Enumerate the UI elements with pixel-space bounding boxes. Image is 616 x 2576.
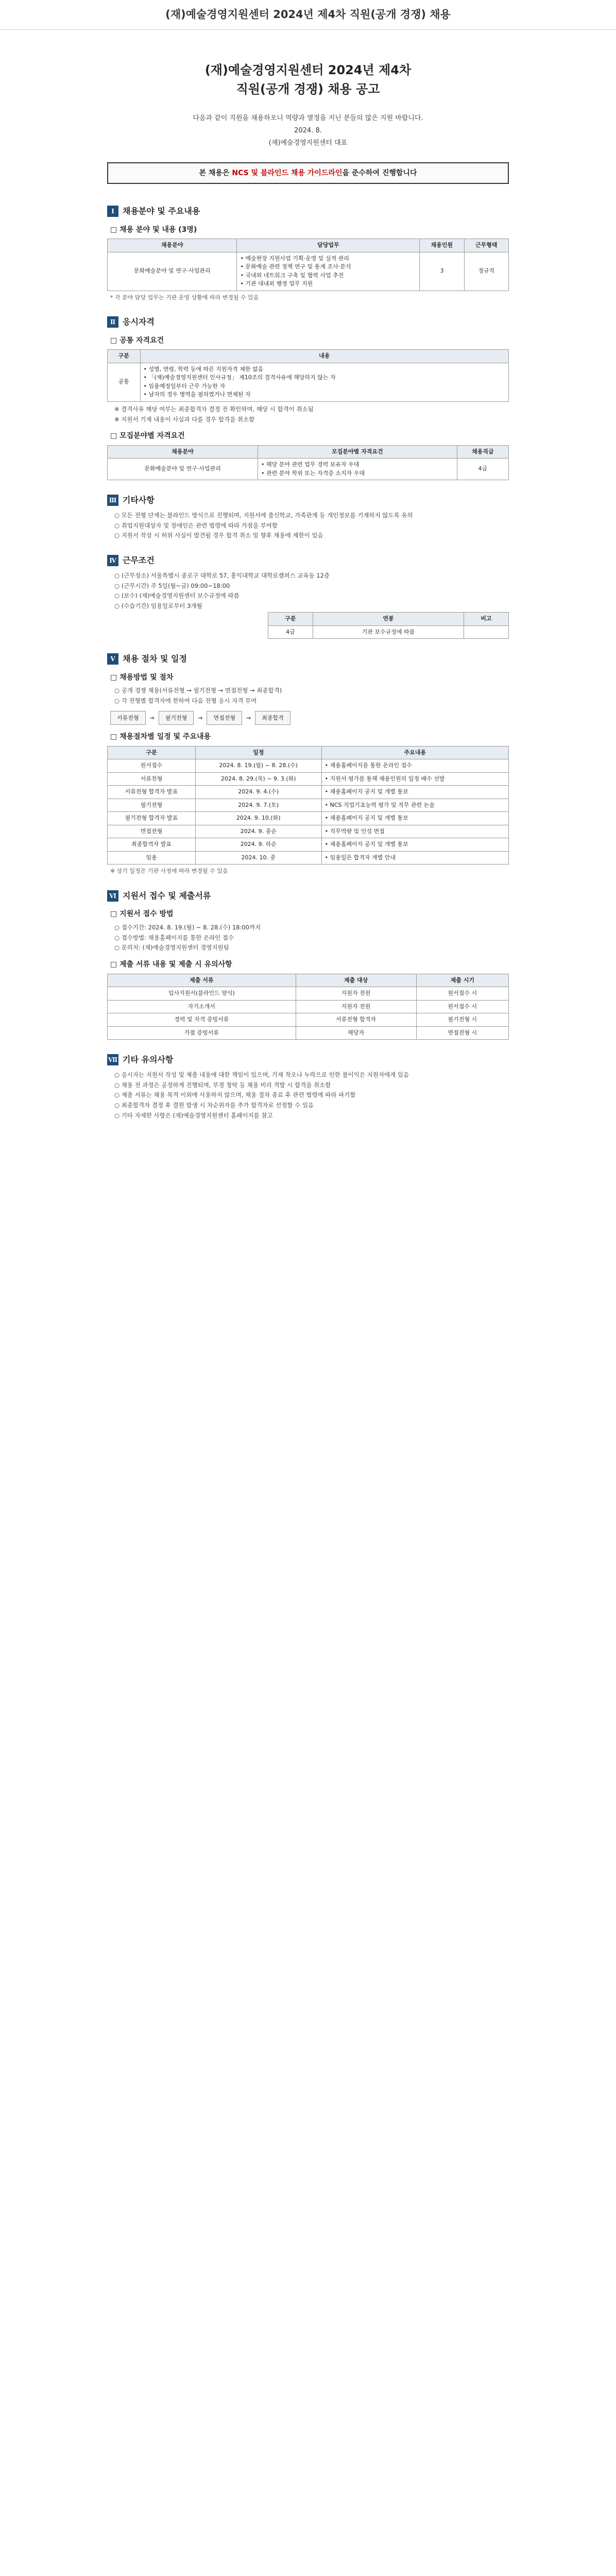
table-row xyxy=(108,786,509,799)
title-line-1: (재)예술경영지원센터 2024년 제4차 xyxy=(204,63,412,77)
table-cell: • 예술현장 지원사업 기획·운영 및 실적 관리 • 문화예술 관련 정책 연구 및 통계 조사·분석 • 국내외 네트워크 구축 및 협력 사업 추진 • 기관 대내외 행정 업무 지원 xyxy=(237,252,420,291)
section-title: 기타 유의사항 xyxy=(123,1055,174,1065)
column-header: 제출 시기 xyxy=(416,974,508,987)
section-heading xyxy=(107,1053,509,1066)
table-cell: • 해당 분야 관련 업무 경력 보유자 우대 • 관련 분야 학위 또는 자격증 소지자 우대 xyxy=(258,459,457,480)
documents-table xyxy=(107,974,509,1040)
list-item: ○ 문의처: (재)예술경영지원센터 경영지원팀 xyxy=(114,944,229,952)
notice-suffix: 을 준수하여 진행합니다 xyxy=(342,168,417,177)
list-item: ○ 접수기간: 2024. 8. 19.(월) ~ 8. 28.(수) 18:00까지 xyxy=(114,923,261,931)
table-cell: 서류전형 합격자 xyxy=(296,1013,416,1027)
application-list xyxy=(114,923,509,953)
section-number: Ⅲ xyxy=(107,495,118,506)
schedule-note: ※ 상기 일정은 기관 사정에 따라 변경될 수 있음 xyxy=(110,868,228,875)
table-header-row xyxy=(108,445,509,459)
list-item: ○ 접수방법: 채용홈페이지를 통한 온라인 접수 xyxy=(114,934,234,941)
table-cell: 3 xyxy=(420,252,464,291)
procedure-step: 필기전형 xyxy=(159,711,194,725)
column-header: 내용 xyxy=(140,350,509,363)
table-row xyxy=(108,838,509,852)
table-cell: • 채용홈페이지 공지 및 개별 통보 xyxy=(321,838,508,852)
table-cell: 자기소개서 xyxy=(108,1000,296,1013)
table-cell: 4급 xyxy=(457,459,508,480)
table-header-row xyxy=(108,746,509,759)
column-header: 제출 대상 xyxy=(296,974,416,987)
table-header-row xyxy=(268,613,509,626)
column-header: 구분 xyxy=(108,746,196,759)
field-qualification-table xyxy=(107,445,509,481)
table-cell: 4급 xyxy=(268,625,313,639)
table-cell: 필기전형 xyxy=(108,799,196,812)
salary-table xyxy=(268,612,509,639)
notice-prefix: 본 채용은 xyxy=(199,168,232,177)
column-header: 채용분야 xyxy=(108,239,237,252)
table-cell: • 지원서 평가를 통해 채용인원의 일정 배수 선발 xyxy=(321,772,508,786)
intro xyxy=(107,113,509,148)
column-header: 제출 서류 xyxy=(108,974,296,987)
column-header: 채용분야 xyxy=(108,445,258,459)
section-heading xyxy=(107,889,509,903)
table-cell: • 직무역량 및 인성 면접 xyxy=(321,825,508,838)
table-row xyxy=(108,1000,509,1013)
column-header: 모집분야별 자격요건 xyxy=(258,445,457,459)
section-recruitment xyxy=(107,205,509,302)
column-header: 구분 xyxy=(108,350,141,363)
list-item: ○ (근무시간) 주 5일(월~금) 09:00~18:00 xyxy=(114,582,230,589)
table-cell: 지원자 전원 xyxy=(296,987,416,1001)
common-qualification-notes xyxy=(114,405,509,425)
table-cell: 지원자 전원 xyxy=(296,1000,416,1013)
table-row xyxy=(108,987,509,1001)
section-number: Ⅶ xyxy=(107,1054,118,1065)
arrow-right-icon: → xyxy=(149,714,155,721)
section-eligibility xyxy=(107,315,509,480)
list-item: ○ (수습기간) 임용일로부터 3개월 xyxy=(114,602,202,610)
section-heading xyxy=(107,315,509,329)
table-cell: 2024. 8. 29.(목) ~ 9. 3.(화) xyxy=(195,772,321,786)
table-cell: 정규직 xyxy=(464,252,508,291)
section-number: Ⅳ xyxy=(107,555,118,566)
section-number: Ⅰ xyxy=(107,206,118,217)
list-item: ○ 응시자는 지원서 작성 및 제출 내용에 대한 책임이 있으며, 기재 착오나 누락으로 인한 불이익은 지원자에게 있음 xyxy=(114,1071,409,1078)
table-row xyxy=(108,851,509,865)
table-cell: 필기전형 시 xyxy=(416,1013,508,1027)
table-cell: • 성별, 연령, 학력 등에 따른 지원자격 제한 없음 • 「(재)예술경영지원센터 인사규정」 제10조의 결격사유에 해당하지 않는 자 • 임용예정일부터 근무 가능한 자 • 남자의 경우 병역을 필하였거나 면제된 자 xyxy=(140,363,509,401)
sub-heading: □ 채용방법 및 절차 xyxy=(110,673,174,682)
arrow-right-icon: → xyxy=(198,714,203,721)
list-item: ○ 공개 경쟁 채용(서류전형 → 필기전형 → 면접전형 → 최종합격) xyxy=(114,687,282,694)
table-cell: 2024. 9. 7.(토) xyxy=(195,799,321,812)
column-header: 채용인원 xyxy=(420,239,464,252)
table-row xyxy=(108,825,509,838)
table-cell: 서류전형 xyxy=(108,772,196,786)
section-etc xyxy=(107,494,509,540)
table-cell: 입사지원서(블라인드 양식) xyxy=(108,987,296,1001)
section-title: 근무조건 xyxy=(123,555,155,566)
table-cell: • NCS 직업기초능력 평가 및 직무 관련 논술 xyxy=(321,799,508,812)
table-cell: • 채용홈페이지를 통한 온라인 접수 xyxy=(321,759,508,773)
sub-heading: □ 채용절차별 일정 및 주요내용 xyxy=(110,733,211,741)
list-item: ○ 제출 서류는 채용 목적 이외에 사용하지 않으며, 채용 절차 종료 후 관련 법령에 따라 파기함 xyxy=(114,1091,356,1099)
column-header: 일정 xyxy=(195,746,321,759)
table-cell: 2024. 8. 19.(월) ~ 8. 28.(수) xyxy=(195,759,321,773)
section-number: Ⅴ xyxy=(107,653,118,665)
table-row xyxy=(108,459,509,480)
sub-heading: □ 채용 분야 및 내용 (3명) xyxy=(110,225,197,234)
announcement-title xyxy=(107,61,509,99)
table-cell: 원서접수 시 xyxy=(416,1000,508,1013)
table-cell: 서류전형 합격자 발표 xyxy=(108,786,196,799)
section-cautions xyxy=(107,1053,509,1121)
announcement-body xyxy=(107,61,509,1194)
section-heading xyxy=(107,652,509,666)
section-application xyxy=(107,889,509,1040)
column-header: 연봉 xyxy=(313,613,464,626)
etc-list xyxy=(114,511,509,540)
list-item: ○ (근무장소) 서울특별시 종로구 대학로 57, 홍익대학교 대학로캠퍼스 교육동 12층 xyxy=(114,571,330,579)
table-row xyxy=(108,759,509,773)
section-number: Ⅵ xyxy=(107,890,118,902)
list-item: ○ 지원서 작성 시 허위 사실이 발견될 경우 합격 취소 및 향후 채용에 제한이 있음 xyxy=(114,532,323,539)
table-cell: 가점 증빙서류 xyxy=(108,1026,296,1040)
arrow-right-icon: → xyxy=(246,714,251,721)
table-row xyxy=(108,772,509,786)
section-work-conditions xyxy=(107,554,509,639)
section-procedure xyxy=(107,652,509,876)
table-cell: 필기전형 합격자 발표 xyxy=(108,812,196,825)
list-item: ○ 채용 전 과정은 공정하게 진행되며, 부정 청탁 등 채용 비리 적발 시 합격을 취소함 xyxy=(114,1081,331,1089)
sub-heading: □ 공통 자격요건 xyxy=(110,336,164,345)
section-title: 채용분야 및 주요내용 xyxy=(123,206,200,216)
table-row xyxy=(268,625,509,639)
table-row xyxy=(108,812,509,825)
column-header: 근무형태 xyxy=(464,239,508,252)
table-cell: • 채용홈페이지 공지 및 개별 통보 xyxy=(321,812,508,825)
table-cell xyxy=(464,625,509,639)
sub-heading: □ 지원서 접수 방법 xyxy=(110,910,174,919)
table-cell: 2024. 9. 10.(화) xyxy=(195,812,321,825)
list-item: ○ 기타 자세한 사항은 (재)예술경영지원센터 홈페이지를 참고 xyxy=(114,1111,273,1119)
column-header: 채용직급 xyxy=(457,445,508,459)
list-item: ○ (보수) (재)예술경영지원센터 보수규정에 따름 xyxy=(114,592,239,600)
table-row xyxy=(108,1026,509,1040)
procedure-list xyxy=(114,686,509,706)
announcement-issuer: (재)예술경영지원센터 대표 xyxy=(268,139,348,147)
list-item: ○ 각 전형별 합격자에 한하여 다음 전형 응시 자격 부여 xyxy=(114,697,257,704)
announcement-date: 2024. 8. xyxy=(294,127,322,135)
section-number: Ⅱ xyxy=(107,316,118,328)
table-cell: 원서접수 시 xyxy=(416,987,508,1001)
table-note: * 각 분야 담당 업무는 기관 운영 상황에 따라 변경될 수 있음 xyxy=(110,294,259,301)
table-row xyxy=(108,252,509,291)
procedure-step: 면접전형 xyxy=(207,711,242,725)
table-row xyxy=(108,363,509,401)
procedure-step: 최종합격 xyxy=(255,711,290,725)
table-cell: 문화예술분야 및 연구·사업관리 xyxy=(108,459,258,480)
table-cell: 2024. 9. 중순 xyxy=(195,825,321,838)
table-cell: 2024. 9. 4.(수) xyxy=(195,786,321,799)
list-item: ※ 지원서 기재 내용이 사실과 다를 경우 합격을 취소함 xyxy=(114,415,255,423)
table-cell: 경력 및 자격 증빙서류 xyxy=(108,1013,296,1027)
column-header: 담당업무 xyxy=(237,239,420,252)
work-condition-list xyxy=(114,571,509,611)
title-line-2: 직원(공개 경쟁) 채용 공고 xyxy=(236,82,380,97)
table-cell: 2024. 9. 하순 xyxy=(195,838,321,852)
list-item: ※ 결격사유 해당 여부는 최종합격자 결정 전 확인하며, 해당 시 합격이 취소됨 xyxy=(114,405,314,413)
table-cell: 원서접수 xyxy=(108,759,196,773)
table-cell: 해당자 xyxy=(296,1026,416,1040)
list-item: ○ 모든 전형 단계는 블라인드 방식으로 진행되며, 지원서에 출신학교, 가족관계 등 개인정보를 기재하지 않도록 유의 xyxy=(114,511,413,519)
section-title: 응시자격 xyxy=(123,317,155,327)
table-cell: • 채용홈페이지 공지 및 개별 통보 xyxy=(321,786,508,799)
table-cell: 임용 xyxy=(108,851,196,865)
schedule-table xyxy=(107,746,509,865)
table-header-row xyxy=(108,239,509,252)
section-title: 채용 절차 및 일정 xyxy=(123,654,187,664)
table-cell: 최종합격자 발표 xyxy=(108,838,196,852)
column-header: 주요내용 xyxy=(321,746,508,759)
table-row xyxy=(108,799,509,812)
table-header-row xyxy=(108,974,509,987)
common-qualification-table xyxy=(107,349,509,402)
recruitment-table xyxy=(107,239,509,291)
procedure-flow xyxy=(110,711,506,725)
section-title: 지원서 접수 및 제출서류 xyxy=(123,890,211,901)
table-cell: 면접전형 xyxy=(108,825,196,838)
section-heading xyxy=(107,554,509,567)
table-cell: 면접전형 시 xyxy=(416,1026,508,1040)
header-title: (재)예술경영지원센터 2024년 제4차 직원(공개 경쟁) 채용 xyxy=(0,0,616,30)
table-cell: • 임용일은 합격자 개별 안내 xyxy=(321,851,508,865)
sub-heading: □ 제출 서류 내용 및 제출 시 유의사항 xyxy=(110,960,232,969)
section-heading xyxy=(107,494,509,507)
intro-text: 다음과 같이 직원을 채용하오니 역량과 열정을 지닌 분들의 많은 지원 바랍니다. xyxy=(193,114,423,123)
table-cell: 2024. 10. 중 xyxy=(195,851,321,865)
column-header: 구분 xyxy=(268,613,313,626)
sub-heading: □ 모집분야별 자격요건 xyxy=(110,432,185,440)
table-cell: 공통 xyxy=(108,363,141,401)
section-title: 기타사항 xyxy=(123,495,155,505)
notice-highlight: NCS 및 블라인드 채용 가이드라인 xyxy=(232,168,343,177)
table-row xyxy=(108,1013,509,1027)
cautions-list xyxy=(114,1071,509,1121)
procedure-step: 서류전형 xyxy=(110,711,146,725)
list-item: ○ 최종합격자 결정 후 결원 발생 시 차순위자를 추가 합격자로 선정할 수 있음 xyxy=(114,1101,314,1109)
table-header-row xyxy=(108,350,509,363)
ncs-notice-box xyxy=(107,162,509,184)
section-heading xyxy=(107,205,509,218)
list-item: ○ 취업지원대상자 및 장애인은 관련 법령에 따라 가점을 부여함 xyxy=(114,521,278,529)
column-header: 비고 xyxy=(464,613,509,626)
table-cell: 기관 보수규정에 따름 xyxy=(313,625,464,639)
table-cell: 문화예술분야 및 연구·사업관리 xyxy=(108,252,237,291)
